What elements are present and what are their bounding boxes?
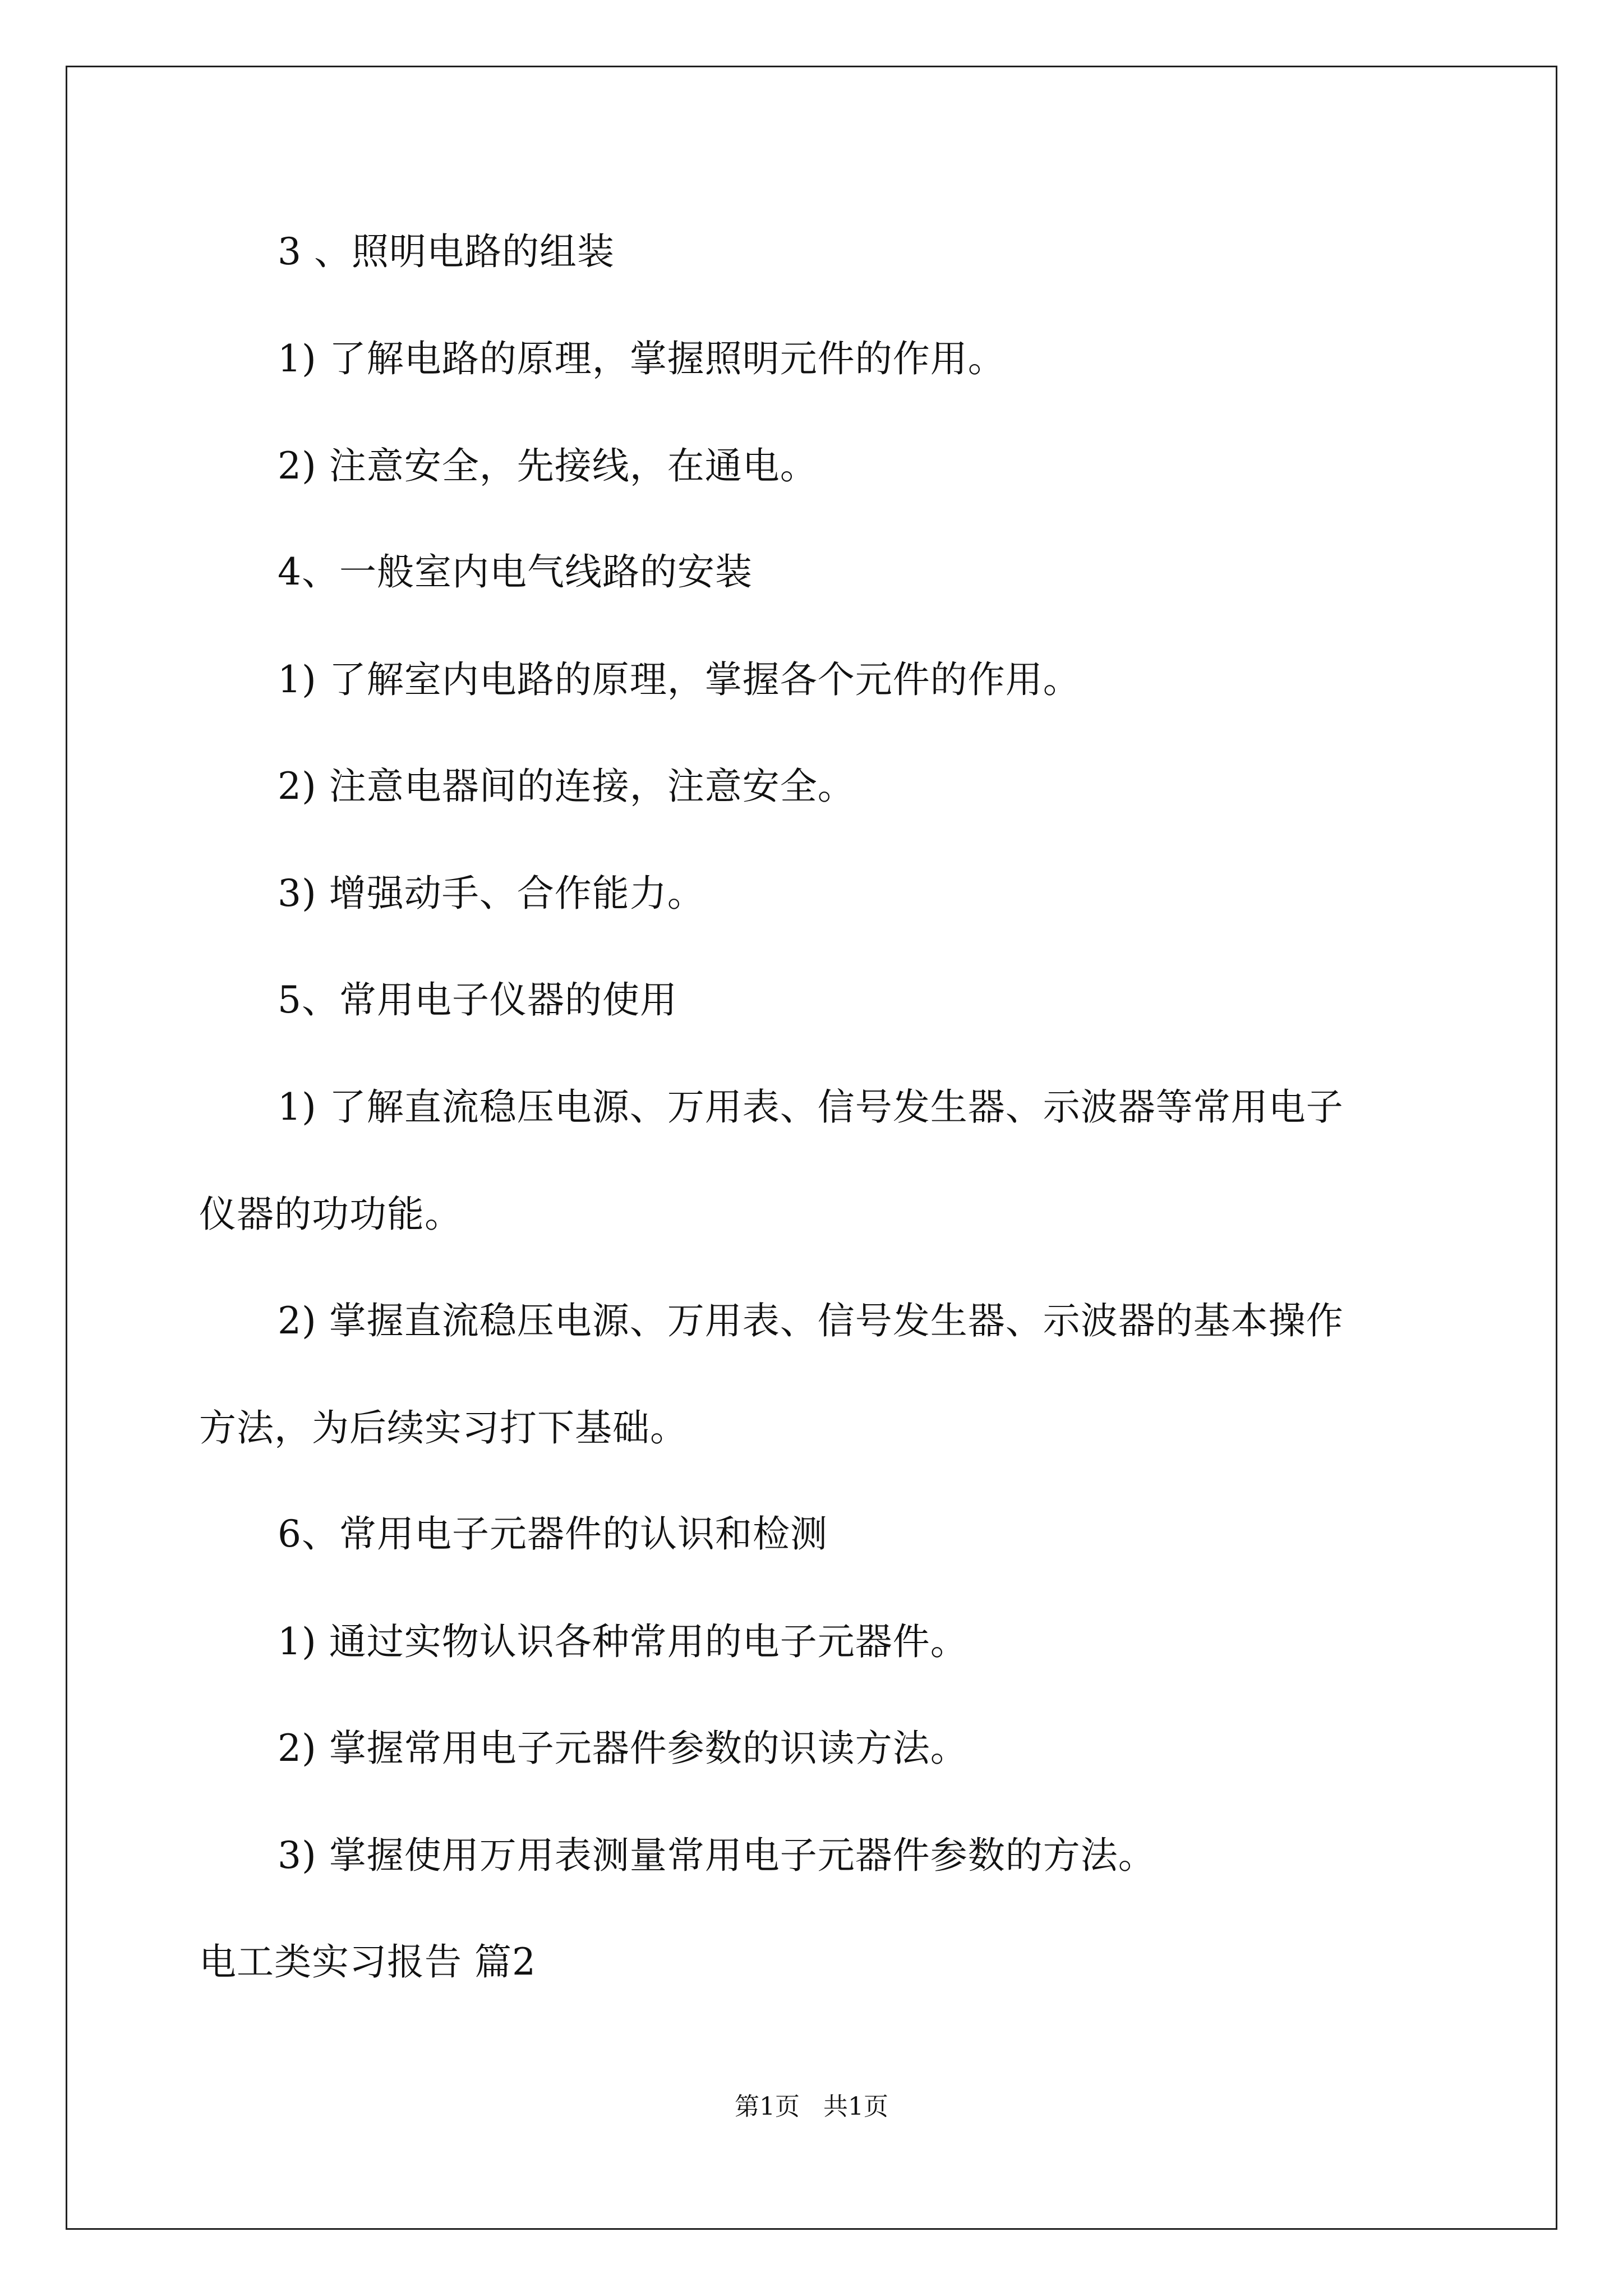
page-frame (66, 66, 1557, 2230)
list-item: 3) 掌握使用万用表测量常用电子元器件参数的方法。 (278, 1834, 1156, 1877)
list-item-continuation: 仪器的功功能。 (199, 1193, 462, 1236)
list-item: 1) 了解直流稳压电源、万用表、信号发生器、示波器等常用电子 (278, 1085, 1344, 1129)
section-heading: 3 、照明电路的组装 (278, 230, 615, 273)
list-item: 1) 了解电路的原理，掌握照明元件的作用。 (278, 337, 1006, 380)
list-item: 2) 掌握直流稳压电源、万用表、信号发生器、示波器的基本操作 (278, 1299, 1344, 1342)
list-item-continuation: 方法，为后续实习打下基础。 (199, 1406, 688, 1450)
list-item: 1) 通过实物认识各种常用的电子元器件。 (278, 1620, 968, 1663)
list-item: 2) 注意安全，先接线，在通电。 (278, 444, 818, 487)
list-item: 2) 掌握常用电子元器件参数的识读方法。 (278, 1727, 968, 1770)
section-heading: 4、一般室内电气线路的安装 (278, 550, 753, 593)
list-item: 2) 注意电器间的连接，注意安全。 (278, 765, 855, 808)
report-heading: 电工类实习报告 篇2 (199, 1940, 536, 1984)
section-heading: 6、常用电子元器件的认识和检测 (278, 1512, 828, 1556)
list-item: 3) 增强动手、合作能力。 (278, 872, 705, 915)
page-number: 第1页 共1页 (735, 2092, 888, 2121)
list-item: 1) 了解室内电路的原理，掌握各个元件的作用。 (278, 658, 1081, 701)
section-heading: 5、常用电子仪器的使用 (278, 978, 677, 1022)
